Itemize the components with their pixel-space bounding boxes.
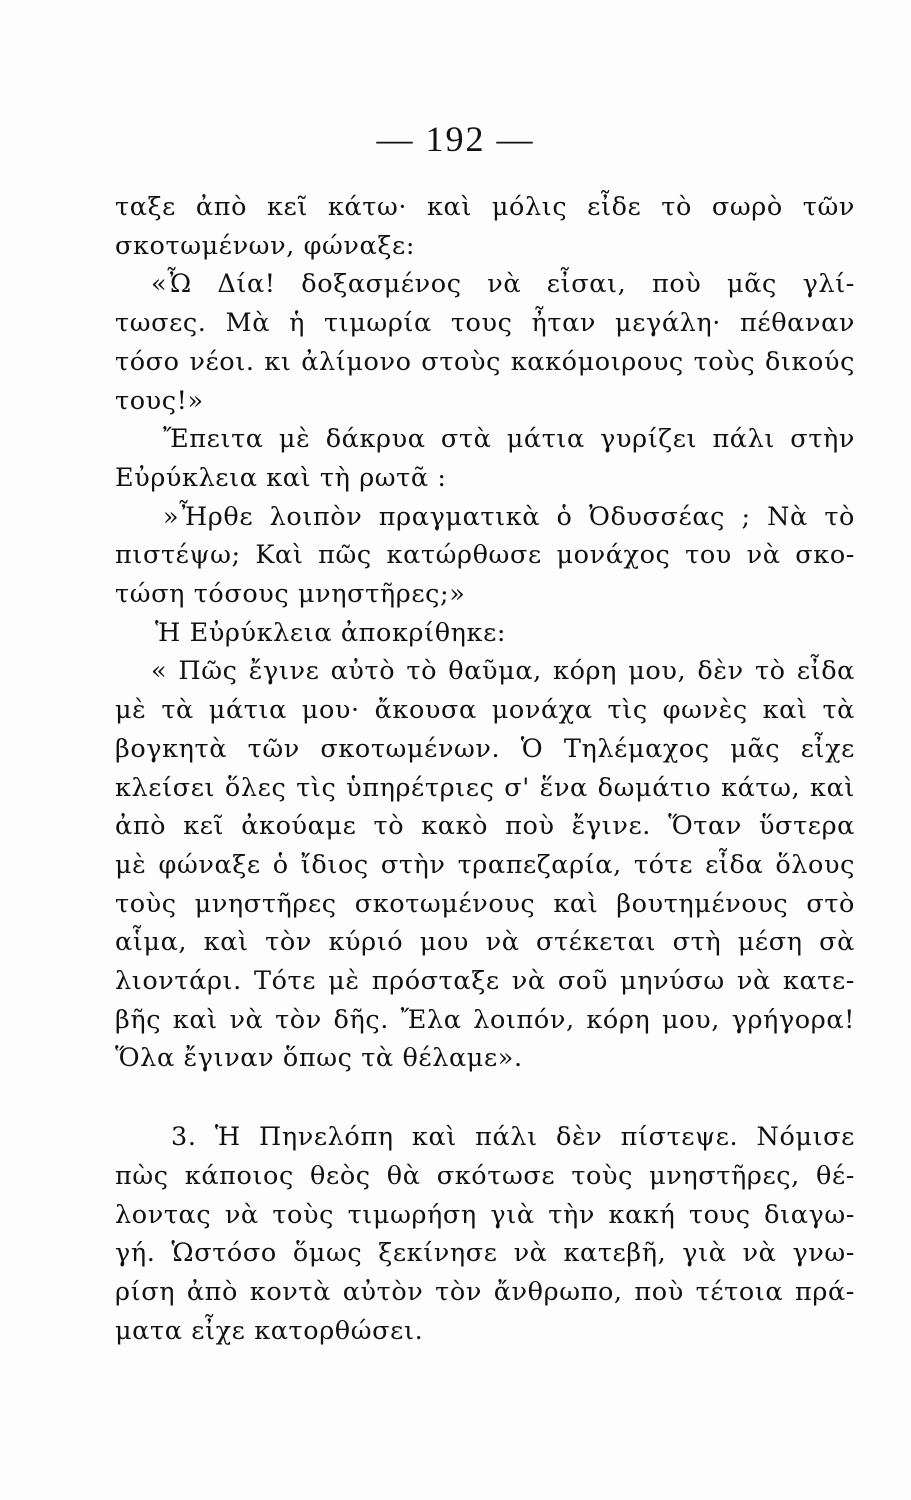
text-line: τοὺς μνηστῆρες σκοτωμένους καὶ βουτημένους στὸ bbox=[115, 888, 855, 919]
text-line: μὲ φώναξε ὁ ἴδιος στὴν τραπεζαρία, τότε εἶδα ὅλους bbox=[115, 849, 855, 880]
text-line: Ἔπειτα μὲ δάκρυα στὰ μάτια γυρίζει πάλι στὴν bbox=[163, 424, 855, 455]
text-line: Ἡ Εὐρύκλεια ἀποκρίθηκε: bbox=[155, 617, 507, 648]
text-line: τώση τόσους μνηστῆρες;» bbox=[115, 579, 466, 610]
text-line: αἷμα, καὶ τὸν κύριό μου νὰ στέκεται στὴ μέση σὰ bbox=[115, 927, 855, 958]
text-line: μὲ τὰ μάτια μου· ἄκουσα μονάχα τὶς φωνὲς καὶ τὰ bbox=[115, 695, 855, 726]
text-line: λιοντάρι. Τότε μὲ πρόσταξε νὰ σοῦ μηνύσω νὰ κατε- bbox=[115, 966, 855, 997]
text-line: πιστέψω; Καὶ πῶς κατώρθωσε μονάχος του νὰ σκο- bbox=[115, 540, 855, 571]
text-line: λοντας νὰ τοὺς τιμωρήση γιὰ τὴν κακή τους διαγω- bbox=[115, 1199, 855, 1230]
page-number: — 192 — bbox=[376, 119, 535, 159]
text-line: τωσες. Μὰ ἡ τιμωρία τους ἦταν μεγάλη· πέθαναν bbox=[115, 308, 855, 339]
text-line: βῆς καὶ νὰ τὸν δῆς. Ἔλα λοιπόν, κόρη μου, γρήγορα! bbox=[115, 1004, 855, 1035]
text-line: « Πῶς ἔγινε αὐτὸ τὸ θαῦμα, κόρη μου, δὲν τὸ εἶδα bbox=[151, 656, 855, 687]
text-line: τόσο νέοι. κι ἀλίμονο στοὺς κακόμοιρους τοὺς δικούς bbox=[115, 346, 855, 377]
text-line: Ὅλα ἔγιναν ὅπως τὰ θέλαμε». bbox=[115, 1043, 523, 1074]
text-line: 3. Ἡ Πηνελόπη καὶ πάλι δὲν πίστεψε. Νόμισε bbox=[171, 1122, 855, 1153]
text-line: κλείσει ὅλες τὶς ὑπηρέτριες σ' ἕνα δωμάτιο κάτω, καὶ bbox=[115, 772, 855, 803]
section-gap bbox=[115, 1078, 855, 1118]
text-line: ρίση ἀπὸ κοντὰ αὐτὸν τὸν ἄνθρωπο, ποὺ τέτοια πρά- bbox=[115, 1276, 855, 1307]
text-line: «Ὦ Δία! δοξασμένος νὰ εἶσαι, ποὺ μᾶς γλί- bbox=[151, 269, 855, 300]
text-line: πὼς κάποιος θεὸς θὰ σκότωσε τοὺς μνηστῆρες, θέ- bbox=[115, 1160, 855, 1191]
text-line: ἀπὸ κεῖ ἀκούαμε τὸ κακὸ ποὺ ἔγινε. Ὅταν ὕστερα bbox=[115, 811, 855, 842]
text-line: βογκητὰ τῶν σκοτωμένων. Ὁ Τηλέμαχος μᾶς εἶχε bbox=[115, 733, 855, 764]
page-body bbox=[115, 188, 855, 1350]
text-line: τους!» bbox=[115, 385, 204, 416]
text-line: ματα εἶχε κατορθώσει. bbox=[115, 1315, 424, 1346]
text-line: σκοτωμένων, φώναξε: bbox=[115, 230, 416, 261]
text-line: ταξε ἀπὸ κεῖ κάτω· καὶ μόλις εἶδε τὸ σωρὸ τῶν bbox=[115, 192, 855, 222]
text-line: »Ἦρθε λοιπὸν πραγματικὰ ὁ Ὀδυσσέας ; Νὰ τὸ bbox=[163, 501, 855, 532]
text-line: Εὐρύκλεια καὶ τὴ ρωτᾶ : bbox=[115, 462, 447, 493]
text-line: γή. Ὡστόσο ὅμως ξεκίνησε νὰ κατεβῆ, γιὰ νὰ γνω- bbox=[115, 1238, 855, 1269]
